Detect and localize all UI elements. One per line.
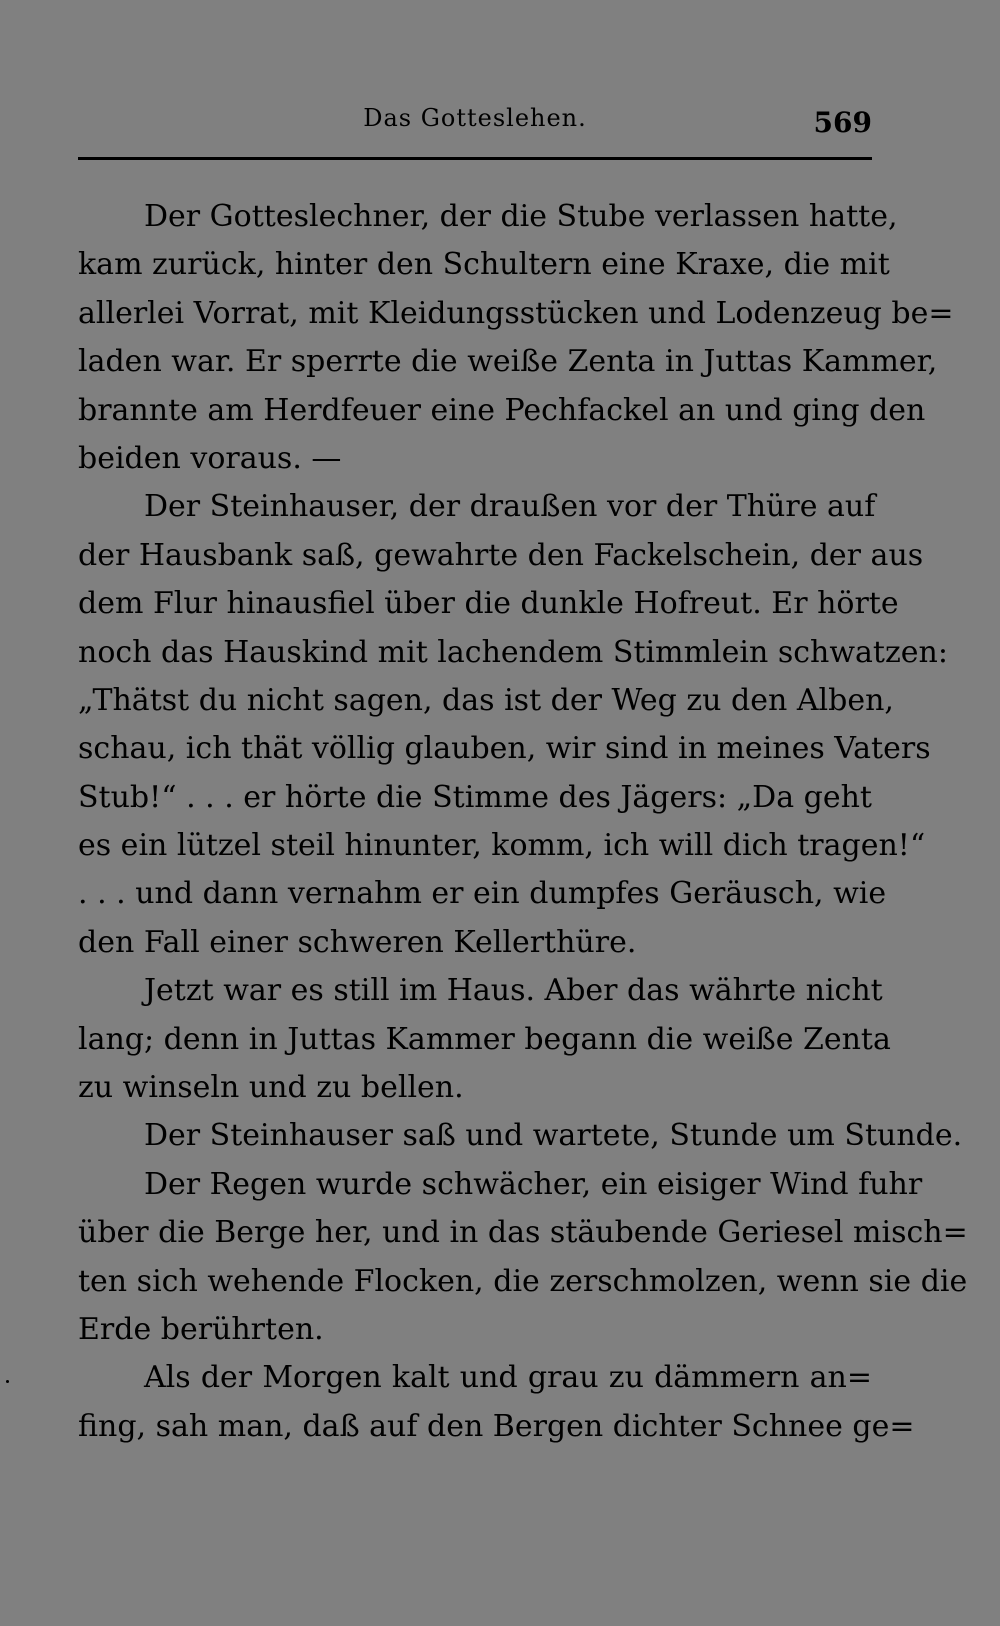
text-line: zu winseln und zu bellen. <box>78 1070 464 1106</box>
text-line: den Fall einer schweren Kellerthüre. <box>78 924 637 960</box>
text-line: fing, sah man, daß auf den Bergen dichter Schnee ge= <box>78 1408 915 1444</box>
text-line: Erde berührten. <box>78 1311 324 1347</box>
text-line: . . . und dann vernahm er ein dumpfes Geräusch, wie <box>78 876 887 912</box>
text-line: schau, ich thät völlig glauben, wir sind in meines Vaters <box>78 731 931 767</box>
text-line: es ein lützel steil hinunter, komm, ich will dich tragen!“ <box>78 828 926 864</box>
text-line: über die Berge her, und in das stäubende Geriesel misch= <box>78 1215 968 1251</box>
text-line: beiden voraus. — <box>78 440 342 476</box>
text-line: noch das Hauskind mit lachendem Stimmlein schwatzen: <box>78 634 948 670</box>
running-title: Das Gotteslehen. <box>363 104 587 132</box>
body-text <box>78 193 968 1451</box>
text-line: Der Steinhauser saß und wartete, Stunde um Stunde. <box>144 1118 963 1154</box>
text-line: kam zurück, hinter den Schultern eine Kraxe, die mit <box>78 247 890 283</box>
text-line: allerlei Vorrat, mit Kleidungsstücken und Lodenzeug be= <box>78 295 954 331</box>
text-line: Der Gotteslechner, der die Stube verlassen hatte, <box>144 199 898 234</box>
page-number: 569 <box>813 106 872 139</box>
text-line: lang; denn in Juttas Kammer begann die weiße Zenta <box>78 1021 891 1057</box>
text-line: Jetzt war es still im Haus. Aber das währte nicht <box>144 973 883 1009</box>
text-line: „Thätst du nicht sagen, das ist der Weg zu den Alben, <box>78 682 894 718</box>
text-line: ten sich wehende Flocken, die zerschmolzen, wenn sie die <box>78 1263 968 1299</box>
text-line: Der Regen wurde schwächer, ein eisiger Wind fuhr <box>144 1166 923 1202</box>
text-line: Als der Morgen kalt und grau zu dämmern an= <box>144 1360 872 1396</box>
text-line: der Hausbank saß, gewahrte den Fackelschein, der aus <box>78 537 924 573</box>
page-header <box>78 104 872 144</box>
text-line: dem Flur hinausfiel über die dunkle Hofreut. Er hörte <box>78 586 899 622</box>
text-line: brannte am Herdfeuer eine Pechfackel an und ging den <box>78 392 926 428</box>
text-line: Stub!“ . . . er hörte die Stimme des Jägers: „Da geht <box>78 779 872 815</box>
text-line: Der Steinhauser, der draußen vor der Thüre auf <box>144 489 876 525</box>
scan-speck <box>6 1380 9 1383</box>
header-rule <box>78 157 872 160</box>
text-line: laden war. Er sperrte die weiße Zenta in Juttas Kammer, <box>78 344 938 380</box>
